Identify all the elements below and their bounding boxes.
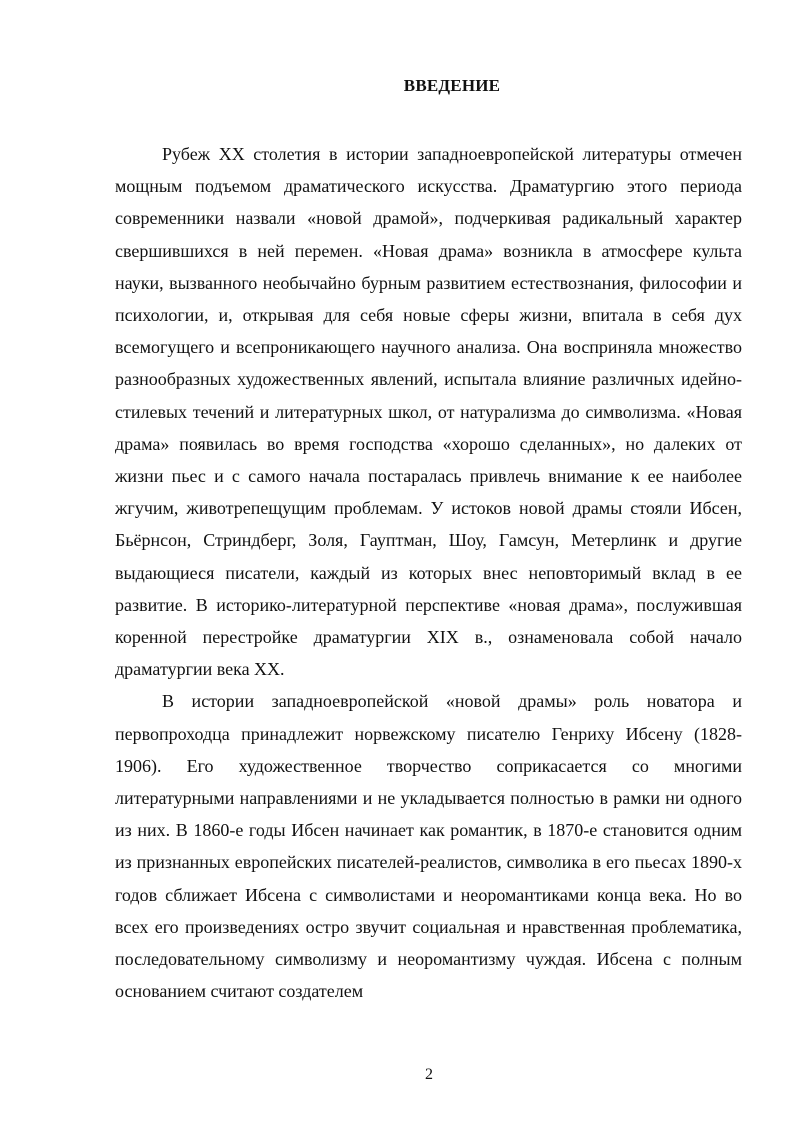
section-title: ВВЕДЕНИЕ — [403, 76, 501, 95]
paragraph-2: В истории западноевропейской «новой драмы» роль новатора и первопроходца принадлежит норвежскому писателю Генриху Ибсену (1828-1906). Его художественное творчество соприкасается со многими литературными направлениями и не укладывается полностью в рамки ни одного из них. В 1860-е годы Ибсен начинает как романтик, в 1870-е становится одним из признанных европейских писателей-реалистов, символика в его пьесах 1890-х годов сближает Ибсена с символистами и неоромантиками конца века. Но во всех его произведениях остро звучит социальная и нравственная проблематика, последовательному символизму и неоромантизму чуждая. Ибсена с полным основанием считают создателем — [115, 691, 742, 1002]
paragraph-1: Рубеж XX столетия в истории западноевропейской литературы отмечен мощным подъемом драматического искусства. Драматургию этого периода современники назвали «новой драмой», подчеркивая радикальный характер свершившихся в ней перемен. «Новая драма» возникла в атмосфере культа науки, вызванного необычайно бурным развитием естествознания, философии и психологии, и, открывая для себя новые сферы жизни, впитала в себя дух всемогущего и всепроникающего научного анализа. Она восприняла множество разнообразных художественных явлений, испытала влияние различных идейно-стилевых течений и литературных школ, от натурализма до символизма. «Новая драма» появилась во время господства «хорошо сделанных», но далеких от жизни пьес и с самого начала постаралась привлечь внимание к ее наиболее жгучим, животрепещущим проблемам. У истоков новой драмы стояли Ибсен, Бьёрнсон, Стриндберг, Золя, Гауптман, Шоу, Гамсун, Метерлинк и другие выдающиеся писатели, каждый из которых внес неповторимый вклад в ее развитие. В историко-литературной перспективе «новая драма», послужившая коренной перестройке драматургии XIX в., ознаменовала собой начало драматургии века XX. — [115, 144, 742, 680]
body-text — [115, 138, 742, 1007]
page-number: 2 — [425, 1066, 433, 1083]
